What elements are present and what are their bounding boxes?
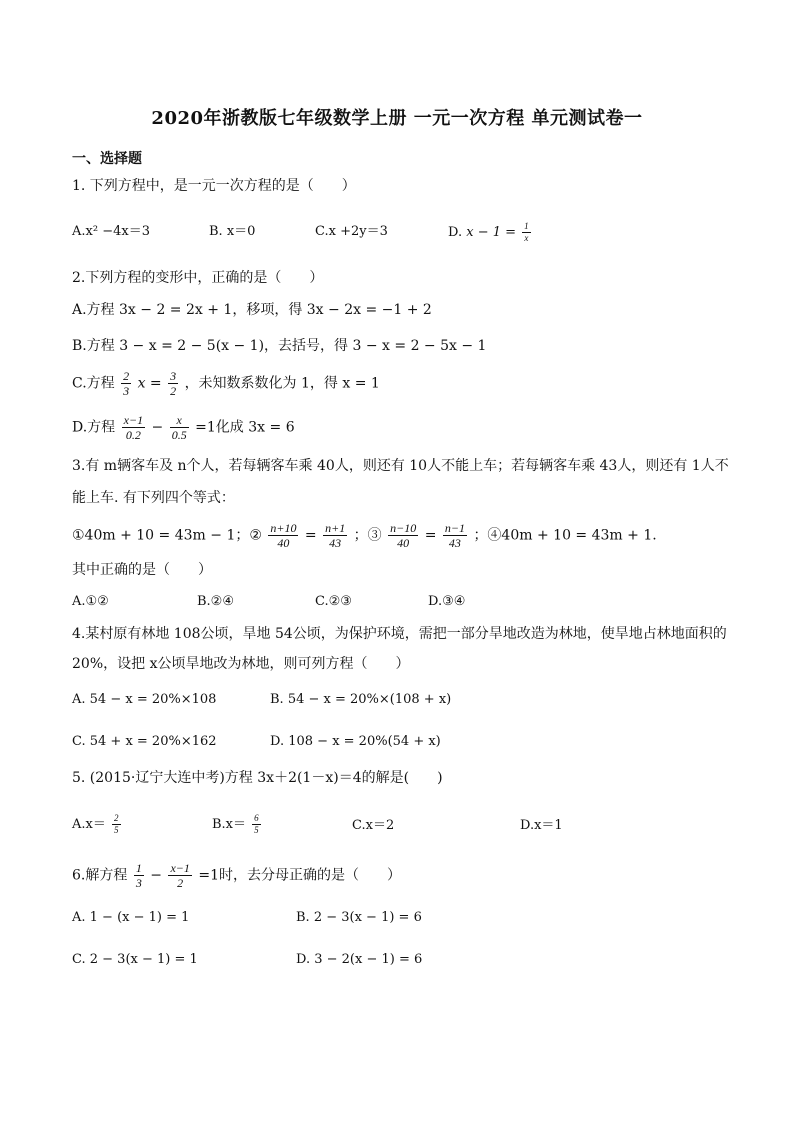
q6-option-b: B. 2 − 3(x − 1) = 6 <box>296 910 422 925</box>
section-heading-choice: 一、选择题 <box>72 151 142 167</box>
q5-option-a-fraction <box>112 814 121 835</box>
q6-fraction-2 <box>168 862 191 889</box>
fraction-numerator: x−1 <box>170 861 190 875</box>
q6-minus: − <box>150 867 162 884</box>
q1-option-c: C.x +2y＝3 <box>315 224 388 239</box>
q4-stem-line-1: 4.某村原有林地 108公顷，旱地 54公顷，为保护环境，需把一部分旱地改造为林地，使旱地占林地面积的 <box>72 626 727 642</box>
q3-stem-line-2: 能上车. 有下列四个等式： <box>72 490 235 506</box>
q3-eq2-fraction-left <box>268 522 298 549</box>
q6-option-c: C. 2 − 3(x − 1) = 1 <box>72 952 198 967</box>
q5-option-b-prefix: B.x＝ <box>212 817 247 832</box>
fraction-denominator: 43 <box>448 536 461 550</box>
q2-option-c-fraction-1 <box>121 370 131 397</box>
q3-stem-line-3: 其中正确的是（ ） <box>72 562 212 578</box>
q1-option-a: A.x² −4x＝3 <box>72 224 150 239</box>
q3-eq-4: ；④40m + 10 = 43m + 1. <box>473 527 657 544</box>
fraction-numerator: x <box>170 414 189 428</box>
fraction-numerator: 3 <box>170 369 177 383</box>
q5-stem: 5. (2015·辽宁大连中考)方程 3x＋2(1－x)＝4的解是( ) <box>72 770 443 786</box>
fraction-denominator: 5 <box>114 825 119 835</box>
q2-option-c <box>72 370 380 397</box>
q1-option-b: B. x＝0 <box>209 224 256 239</box>
q5-option-a-prefix: A.x＝ <box>72 817 106 832</box>
q6-stem-prefix: 6.解方程 <box>72 867 128 884</box>
fraction-denominator: 3 <box>123 384 130 398</box>
q5-option-d: D.x＝1 <box>520 818 563 833</box>
q5-option-b <box>212 814 263 835</box>
q5-option-a <box>72 814 123 835</box>
q2-option-c-suffix: ，未知数系数化为 1，得 x = 1 <box>184 375 380 392</box>
fraction-numerator: 2 <box>114 813 119 823</box>
fraction-denominator: 40 <box>397 536 410 550</box>
q2-option-c-prefix: C.方程 <box>72 375 115 392</box>
q5-option-b-fraction <box>252 814 261 835</box>
fraction-denominator: 3 <box>135 876 142 890</box>
q2-option-c-fraction-2 <box>168 370 178 397</box>
q2-option-c-mid: x = <box>137 375 162 392</box>
q3-eq3-lead: ；③ <box>353 527 382 544</box>
q3-eq2-equals: = <box>304 527 317 544</box>
fraction-denominator: x <box>524 233 529 243</box>
q1-stem: 1. 下列方程中，是一元一次方程的是（ ） <box>72 178 356 194</box>
fraction-denominator: 2 <box>170 384 177 398</box>
fraction-numerator: n+1 <box>325 521 346 535</box>
fraction-denominator: 0.5 <box>171 428 187 442</box>
q4-option-c: C. 54 + x = 20%×162 <box>72 734 217 749</box>
fraction-denominator: 40 <box>277 536 290 550</box>
q1-option-d-lhs: x − 1 = <box>466 225 517 240</box>
fraction-numerator: 1 <box>524 221 529 231</box>
q1-option-d-fraction <box>522 222 531 243</box>
q4-option-b: B. 54 − x = 20%×(108 + x) <box>270 692 452 707</box>
q6-option-d: D. 3 − 2(x − 1) = 6 <box>296 952 423 967</box>
q6-stem-suffix: =1时，去分母正确的是（ ） <box>198 867 401 884</box>
q3-equations <box>72 522 657 549</box>
q4-option-a: A. 54 − x = 20%×108 <box>72 692 217 707</box>
fraction-numerator: x−1 <box>123 413 144 427</box>
fraction-numerator: n+10 <box>270 521 297 535</box>
q5-option-c: C.x＝2 <box>352 818 395 833</box>
page-title: 2020年浙教版七年级数学上册 一元一次方程 单元测试卷一 <box>151 108 643 129</box>
q6-stem <box>72 862 401 889</box>
q3-eq3-equals: = <box>424 527 437 544</box>
q6-fraction-1 <box>134 862 144 889</box>
fraction-numerator: 2 <box>123 369 130 383</box>
q4-option-d: D. 108 − x = 20%(54 + x) <box>270 734 441 749</box>
fraction-numerator: 1 <box>135 861 142 875</box>
q3-option-c: C.②③ <box>315 594 352 609</box>
q2-option-d-fraction-1 <box>122 414 145 441</box>
q2-option-d <box>72 414 295 441</box>
q2-option-d-minus: − <box>151 419 164 436</box>
fraction-denominator: 43 <box>329 536 342 550</box>
fraction-denominator: 0.2 <box>125 428 141 442</box>
fraction-denominator: 5 <box>254 825 259 835</box>
fraction-numerator: n−10 <box>390 521 417 535</box>
q1-option-d-prefix: D. <box>448 225 463 240</box>
q2-option-d-prefix: D.方程 <box>72 419 116 436</box>
q3-option-a: A.①② <box>72 594 109 609</box>
q2-option-d-fraction-2 <box>170 414 189 441</box>
q3-eq3-fraction-left <box>388 522 418 549</box>
q3-eq-1: ①40m + 10 = 43m − 1；② <box>72 527 262 544</box>
q4-stem-line-2: 20%，设把 x公顷旱地改为林地，则可列方程（ ） <box>72 656 410 672</box>
q1-option-d <box>448 222 533 243</box>
q3-option-d: D.③④ <box>428 594 466 609</box>
q3-eq3-fraction-right <box>443 522 467 549</box>
q2-option-b: B.方程 3 − x = 2 − 5(x − 1)，去括号，得 3 − x = 2 − 5x − 1 <box>72 338 487 354</box>
q6-option-a: A. 1 − (x − 1) = 1 <box>72 910 190 925</box>
q2-option-d-suffix: =1化成 3x = 6 <box>195 419 295 436</box>
fraction-numerator: 6 <box>254 813 259 823</box>
q2-option-a: A.方程 3x − 2 = 2x + 1，移项，得 3x − 2x = −1 + 2 <box>72 302 432 318</box>
fraction-denominator: 2 <box>177 876 184 890</box>
q2-stem: 2.下列方程的变形中，正确的是（ ） <box>72 270 324 286</box>
fraction-numerator: n−1 <box>444 521 465 535</box>
q3-option-b: B.②④ <box>197 594 234 609</box>
q3-eq2-fraction-right <box>323 522 347 549</box>
q3-stem-line-1: 3.有 m辆客车及 n个人，若每辆客车乘 40人，则还有 10人不能上车；若每辆客车乘 43人，则还有 1人不 <box>72 458 729 474</box>
